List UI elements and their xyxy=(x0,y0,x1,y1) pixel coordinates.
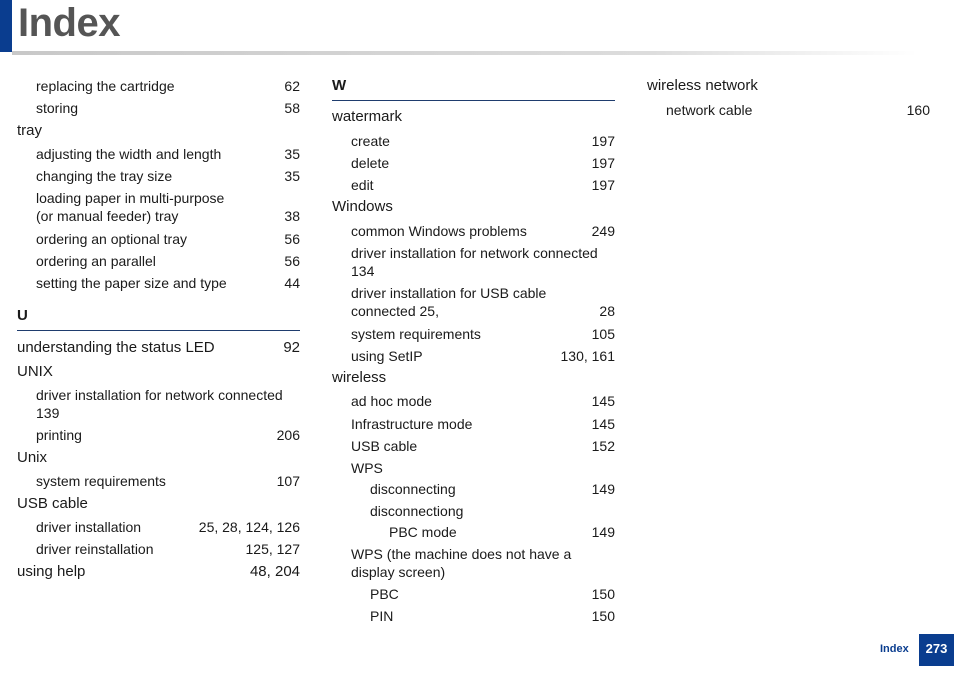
page-reference-link[interactable]: 35 xyxy=(284,168,300,184)
index-subentry xyxy=(332,585,615,603)
page-reference-link[interactable]: 249 xyxy=(591,223,615,239)
entry-label: adjusting the width and length xyxy=(36,146,222,162)
entry-label: edit xyxy=(351,177,374,193)
entry-label: WPS xyxy=(351,460,383,476)
index-subentry xyxy=(17,518,300,536)
entry-label: ordering an parallel xyxy=(36,253,156,269)
index-subentry xyxy=(332,347,615,365)
entry-label: driver installation for network connected 134 xyxy=(351,245,598,279)
entry-label: using SetIP xyxy=(351,348,423,364)
index-subentry xyxy=(332,459,615,477)
page-reference-link[interactable]: 28 xyxy=(599,303,615,319)
entry-label: create xyxy=(351,133,390,149)
index-subentry xyxy=(332,176,615,194)
index-entry xyxy=(17,339,300,357)
entry-label: loading paper in multi-purpose (or manual feeder) tray xyxy=(36,190,225,224)
index-subentry xyxy=(17,167,300,185)
index-subentry xyxy=(17,230,300,248)
index-subentry xyxy=(17,189,300,225)
page-reference-link[interactable]: 206 xyxy=(276,427,300,443)
page-reference-link[interactable]: 197 xyxy=(591,177,615,193)
section-divider xyxy=(332,100,615,101)
index-subentry xyxy=(332,284,615,320)
entry-label: W xyxy=(332,77,347,94)
index-subentry xyxy=(17,386,300,422)
entry-label: USB cable xyxy=(17,495,88,512)
header-accent-bar xyxy=(0,0,12,52)
index-entry xyxy=(17,363,300,381)
index-subentry xyxy=(332,392,615,410)
page-reference-link[interactable]: 197 xyxy=(591,133,615,149)
entry-label: replacing the cartridge xyxy=(36,78,175,94)
index-entry xyxy=(17,449,300,467)
entry-label: driver installation for USB cable connected 25, xyxy=(351,285,547,319)
page-reference-link[interactable]: 149 xyxy=(591,524,615,540)
index-entry xyxy=(17,563,300,581)
entry-label: network cable xyxy=(666,102,753,118)
entry-label: U xyxy=(17,307,28,324)
index-entry xyxy=(332,108,615,126)
entry-label: wireless xyxy=(332,369,387,386)
entry-label: UNIX xyxy=(17,363,53,380)
entry-label: changing the tray size xyxy=(36,168,173,184)
title-rule xyxy=(12,51,917,55)
index-subentry xyxy=(17,472,300,490)
page-reference-link[interactable]: 125, 127 xyxy=(245,541,300,557)
entry-label: wireless network xyxy=(647,77,758,94)
page-reference-link[interactable]: 152 xyxy=(591,438,615,454)
entry-label: printing xyxy=(36,427,82,443)
index-subentry xyxy=(332,154,615,172)
index-subentry xyxy=(332,325,615,343)
entry-label: common Windows problems xyxy=(351,223,527,239)
entry-label: tray xyxy=(17,122,43,139)
entry-label: driver installation xyxy=(36,519,142,535)
page-reference-link[interactable]: 35 xyxy=(284,146,300,162)
entry-label: USB cable xyxy=(351,438,418,454)
index-subentry xyxy=(332,545,615,581)
page-reference-link[interactable]: 56 xyxy=(284,231,300,247)
section-letter xyxy=(332,77,615,95)
index-entry xyxy=(17,495,300,513)
entry-label: PIN xyxy=(370,608,394,624)
page-reference-link[interactable]: 130, 161 xyxy=(560,348,615,364)
index-subentry xyxy=(332,437,615,455)
index-entry xyxy=(17,122,300,140)
entry-label: disconnecting xyxy=(370,481,456,497)
entry-label: watermark xyxy=(332,108,403,125)
page-reference-link[interactable]: 145 xyxy=(591,393,615,409)
page-reference-link[interactable]: 58 xyxy=(284,100,300,116)
page-reference-link[interactable]: 62 xyxy=(284,78,300,94)
section-letter xyxy=(17,307,300,325)
entry-label: storing xyxy=(36,100,79,116)
entry-label: delete xyxy=(351,155,390,171)
index-subentry xyxy=(17,426,300,444)
index-entry xyxy=(332,198,615,216)
index-subentry xyxy=(332,502,615,520)
index-entry xyxy=(332,369,615,387)
entry-label: system requirements xyxy=(351,326,481,342)
entry-label: Infrastructure mode xyxy=(351,416,473,432)
section-divider xyxy=(17,330,300,331)
entry-label: driver reinstallation xyxy=(36,541,154,557)
page-reference-link[interactable]: 25, 28, 124, 126 xyxy=(198,519,300,535)
entry-label: setting the paper size and type xyxy=(36,275,227,291)
page-number-badge: 273 xyxy=(919,634,954,666)
index-subentry xyxy=(332,244,615,280)
entry-label: using help xyxy=(17,563,86,580)
entry-label: ad hoc mode xyxy=(351,393,432,409)
entry-label: Windows xyxy=(332,198,393,215)
page-reference-link[interactable]: 44 xyxy=(284,275,300,291)
page-title: Index xyxy=(18,1,120,45)
page-reference-link[interactable]: 150 xyxy=(591,586,615,602)
index-subentry xyxy=(647,101,930,119)
index-entry xyxy=(647,77,930,95)
index-subentry xyxy=(332,480,615,498)
index-subentry xyxy=(17,145,300,163)
page-reference-link[interactable]: 48, 204 xyxy=(249,563,300,580)
index-subentry xyxy=(17,252,300,270)
page-reference-link[interactable]: 150 xyxy=(591,608,615,624)
index-subentry xyxy=(332,415,615,433)
index-subentry xyxy=(332,523,615,541)
entry-label: system requirements xyxy=(36,473,166,489)
index-subentry xyxy=(17,274,300,292)
index-subentry xyxy=(332,607,615,625)
footer-section-label: Index xyxy=(880,643,909,655)
entry-label: Unix xyxy=(17,449,48,466)
entry-label: PBC xyxy=(370,586,399,602)
entry-label: understanding the status LED xyxy=(17,339,215,356)
entry-label: WPS (the machine does not have a display screen) xyxy=(351,546,572,580)
page-reference-link[interactable]: 56 xyxy=(284,253,300,269)
page-reference-link[interactable]: 107 xyxy=(276,473,300,489)
page-reference-link[interactable]: 145 xyxy=(591,416,615,432)
index-subentry xyxy=(17,99,300,117)
index-subentry xyxy=(332,132,615,150)
index-subentry xyxy=(332,222,615,240)
page-reference-link[interactable]: 197 xyxy=(591,155,615,171)
entry-label: PBC mode xyxy=(389,524,457,540)
page-reference-link[interactable]: 149 xyxy=(591,481,615,497)
index-subentry xyxy=(17,540,300,558)
page-reference-link[interactable]: 92 xyxy=(283,339,300,356)
page-reference-link[interactable]: 160 xyxy=(906,102,930,118)
page-reference-link[interactable]: 38 xyxy=(284,208,300,224)
entry-label: disconnectiong xyxy=(370,503,464,519)
entry-label: ordering an optional tray xyxy=(36,231,187,247)
entry-label: driver installation for network connected 139 xyxy=(36,387,283,421)
page-reference-link[interactable]: 105 xyxy=(591,326,615,342)
index-subentry xyxy=(17,77,300,95)
